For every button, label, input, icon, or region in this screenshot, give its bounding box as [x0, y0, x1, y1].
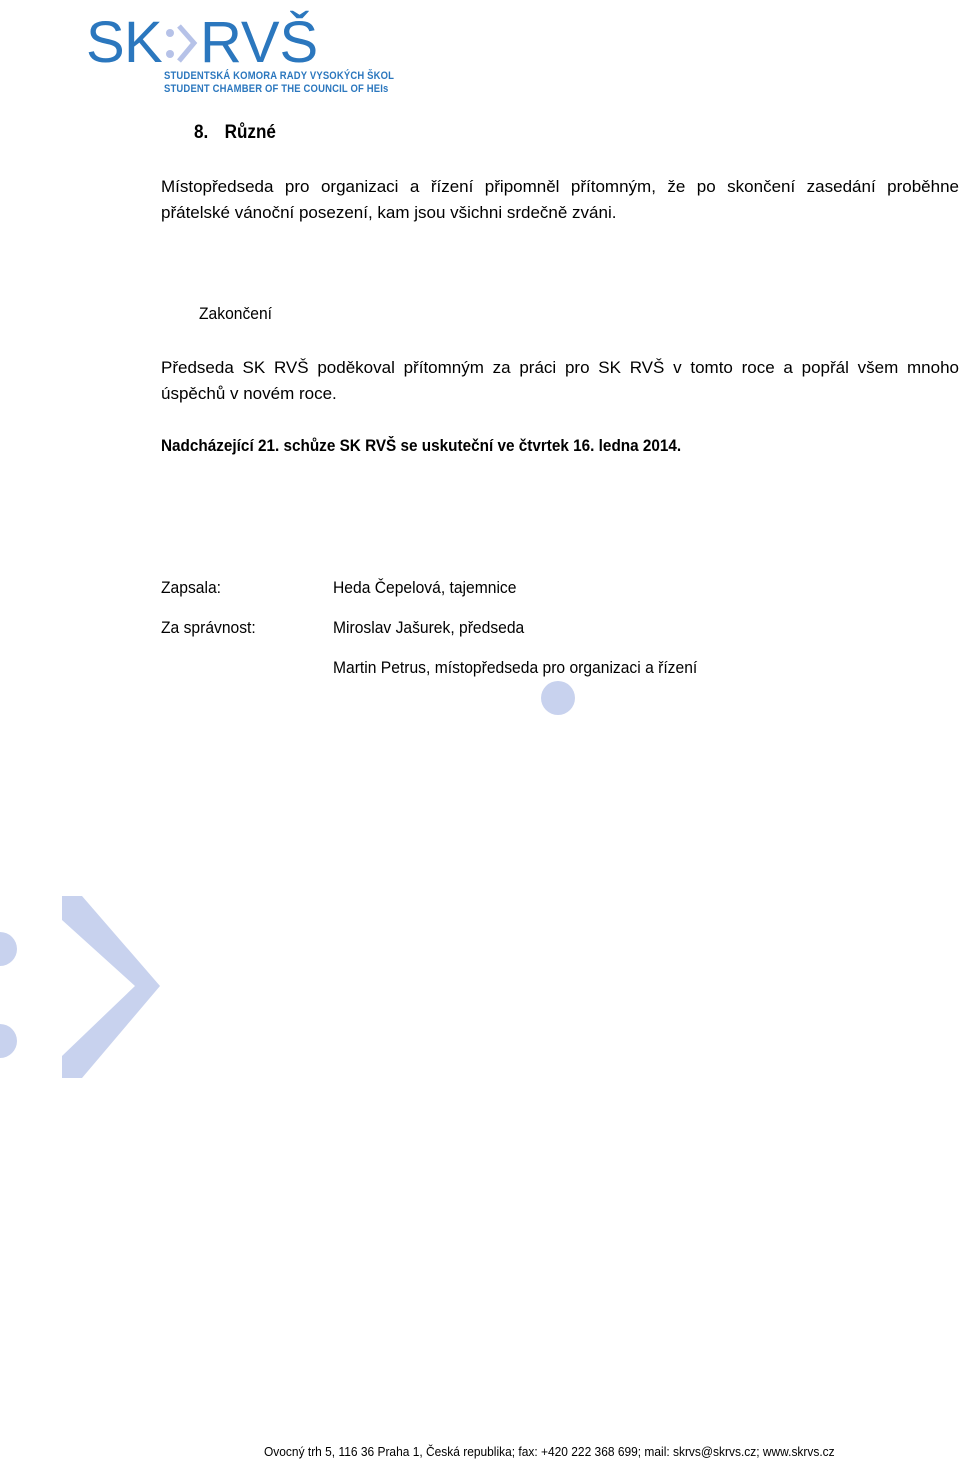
svg-text:RVŠ: RVŠ	[200, 10, 319, 70]
logo-subtitle-english: STUDENT CHAMBER OF THE COUNCIL OF HEIs	[164, 83, 389, 95]
decorative-chevron-watermark	[0, 890, 170, 1090]
paragraph-line: úspěchů v novém roce.	[161, 384, 337, 403]
paragraph-line: přátelské vánoční posezení, kam jsou všichni srdečně zváni.	[161, 203, 617, 222]
svg-text:K: K	[124, 10, 163, 70]
written-by-label: Zapsala:	[161, 578, 221, 597]
decorative-dot	[541, 681, 575, 715]
footer-contact: Ovocný trh 5, 116 36 Praha 1, Česká republika; fax: +420 222 368 699; mail: skrvs@skrvs.cz; www.skrvs.cz	[264, 1444, 835, 1459]
verified-by-name: Miroslav Jašurek, předseda	[333, 618, 525, 637]
svg-text:S: S	[86, 10, 125, 70]
section-title: Různé	[224, 122, 276, 143]
section-heading	[194, 122, 276, 144]
paragraph-line: Předseda SK RVŠ poděkoval přítomným za práci pro SK RVŠ v tomto roce a popřál všem mnoho	[161, 358, 959, 377]
logo-subtitle-czech: STUDENTSKÁ KOMORA RADY VYSOKÝCH ŠKOL	[164, 70, 395, 82]
logo-wordmark-graphic	[86, 6, 396, 70]
paragraph-line: Místopředseda pro organizaci a řízení připomněl přítomným, že po skončení zasedání proběhne	[161, 177, 959, 196]
next-meeting-notice: Nadcházející 21. schůze SK RVŠ se uskuteční ve čtvrtek 16. ledna 2014.	[161, 436, 682, 455]
organization-logo	[86, 6, 396, 98]
verified-by-label: Za správnost:	[161, 618, 256, 637]
section-number: 8.	[194, 122, 209, 143]
section-paragraph	[161, 174, 959, 226]
verified-by-name: Martin Petrus, místopředseda pro organizaci a řízení	[333, 658, 698, 677]
closing-paragraph	[161, 355, 959, 407]
written-by-name: Heda Čepelová, tajemnice	[333, 578, 517, 597]
closing-heading: Zakončení	[199, 304, 273, 323]
